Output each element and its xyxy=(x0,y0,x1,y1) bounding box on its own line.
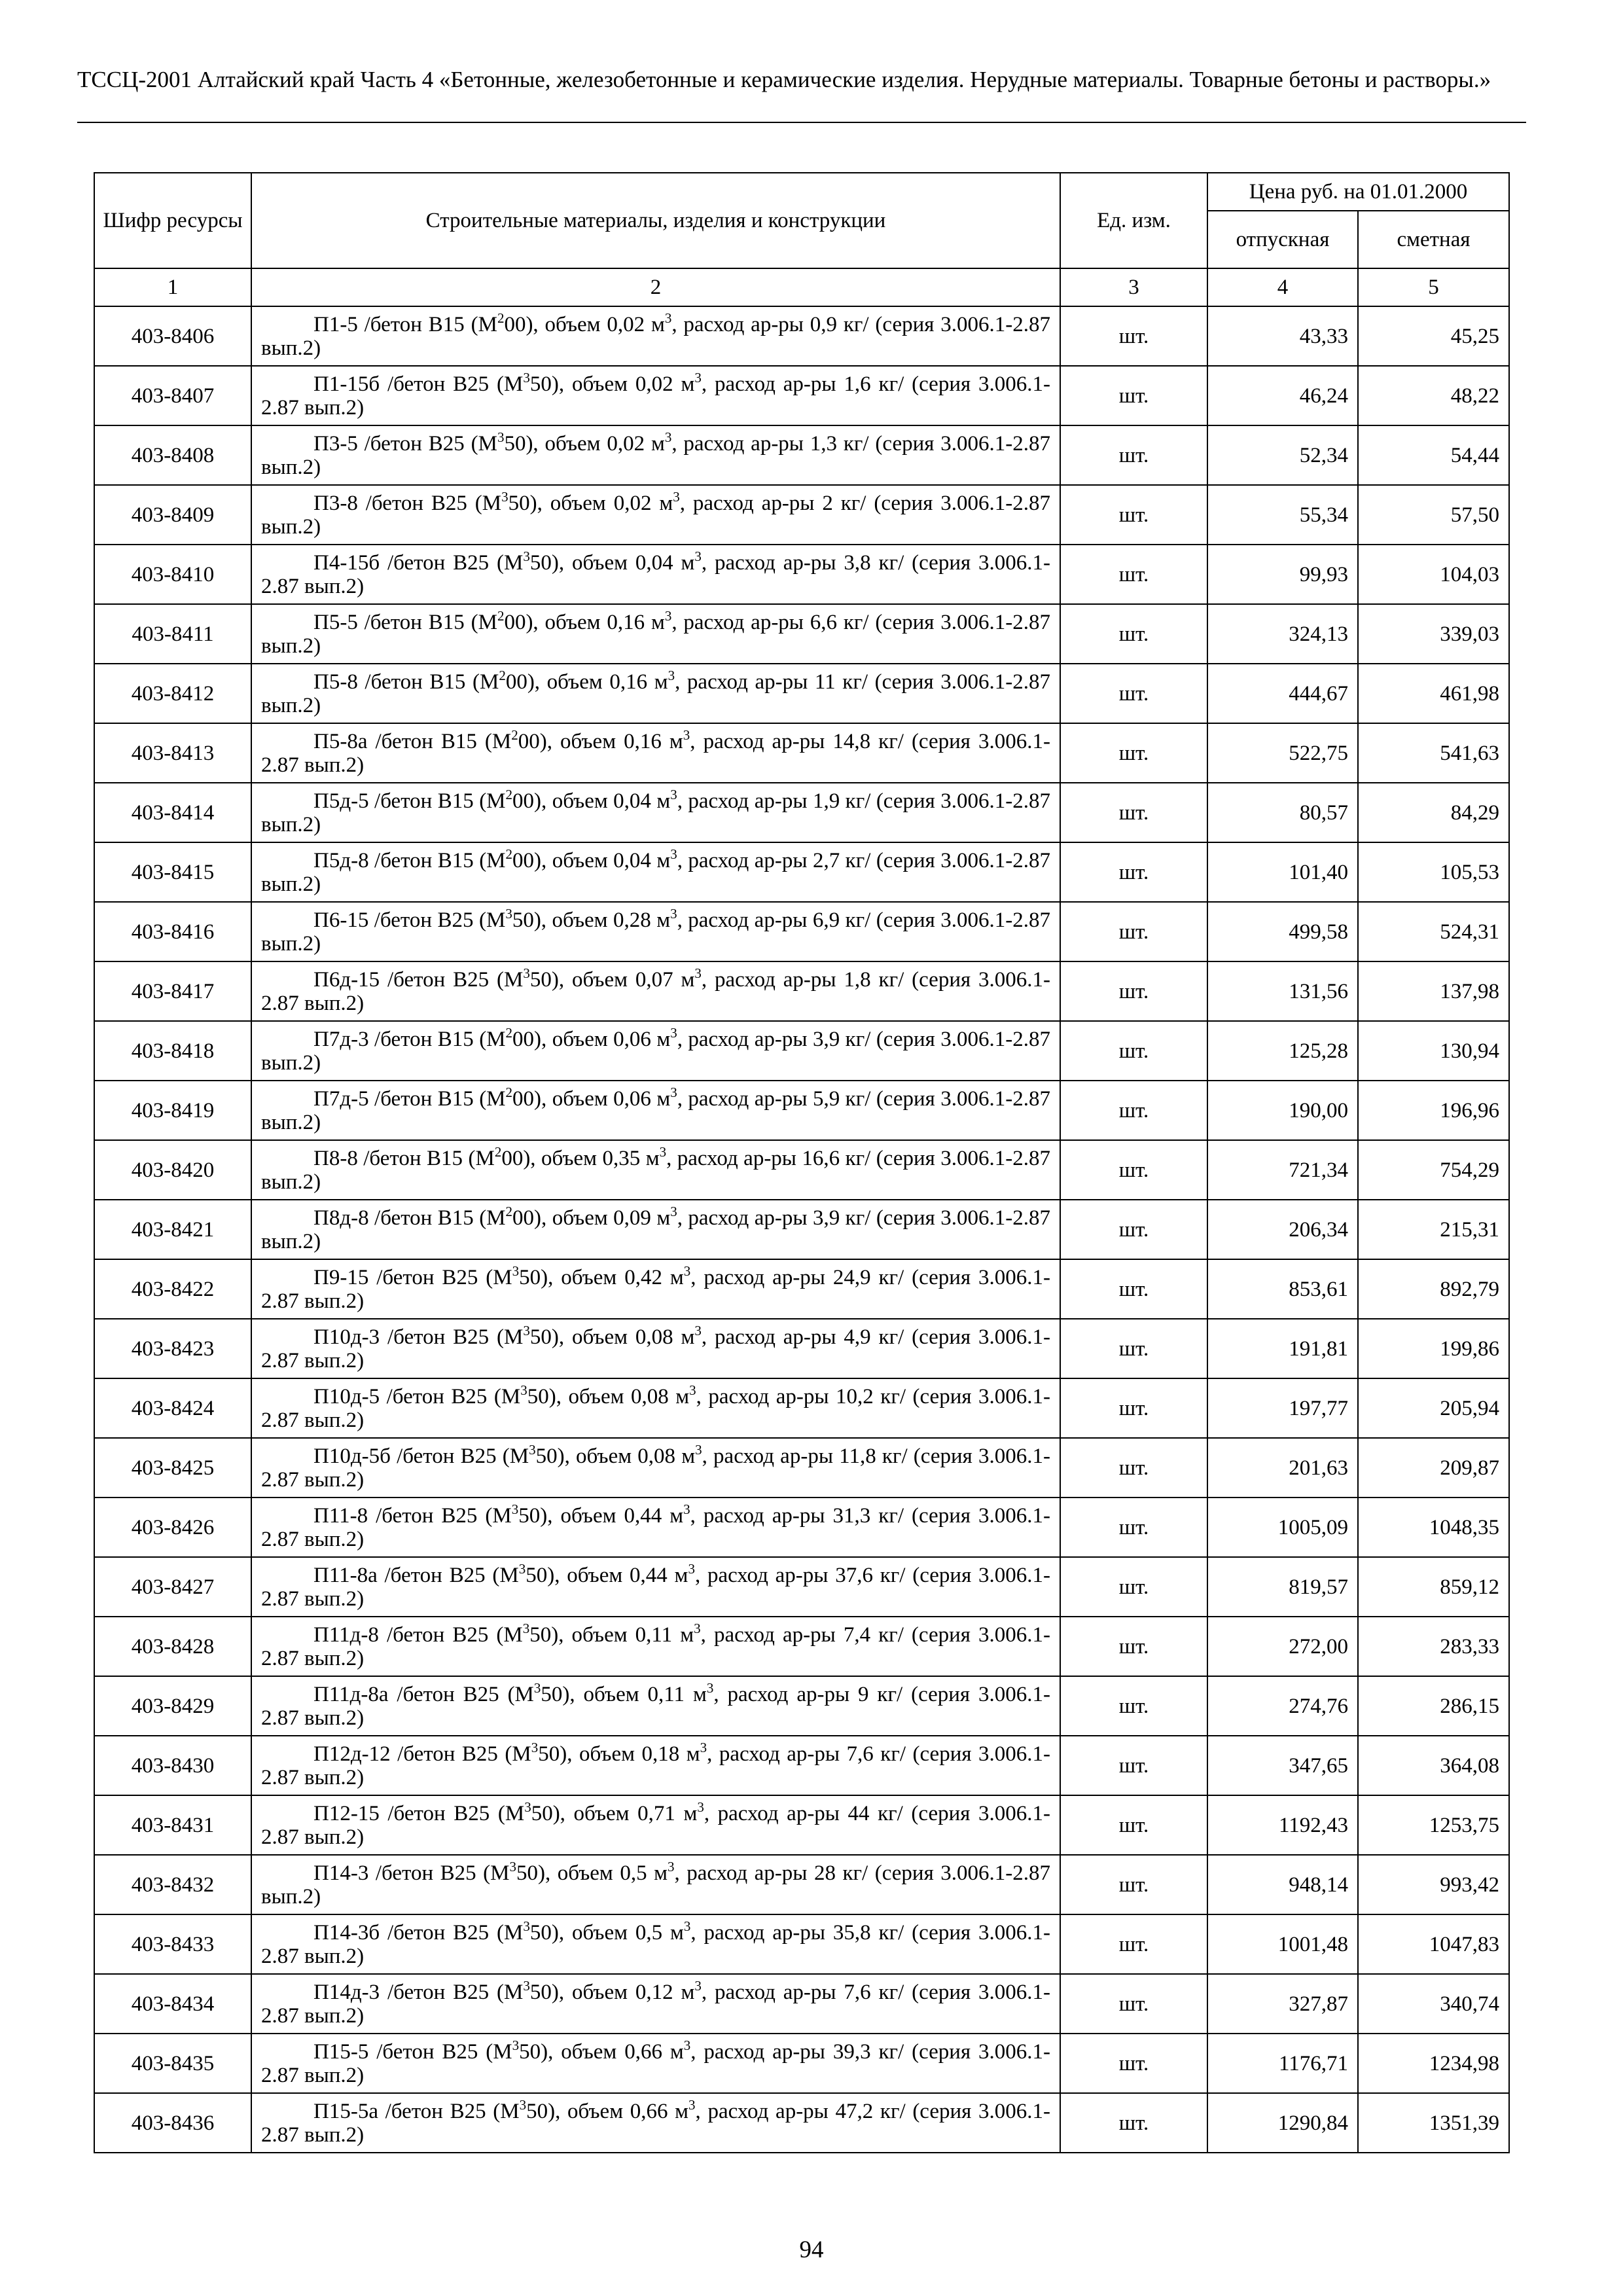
resource-code: 403-8422 xyxy=(94,1259,251,1319)
superscript: 2 xyxy=(499,667,506,683)
estimate-price: 1048,35 xyxy=(1358,1498,1509,1557)
superscript: 2 xyxy=(497,310,505,326)
superscript: 2 xyxy=(494,1143,502,1160)
table-row xyxy=(94,306,1509,366)
superscript: 3 xyxy=(697,1799,704,1815)
material-description xyxy=(251,1259,1060,1319)
unit-of-measure: шт. xyxy=(1060,1378,1207,1438)
material-description xyxy=(251,1378,1060,1438)
material-description xyxy=(251,2034,1060,2093)
release-price: 201,63 xyxy=(1207,1438,1358,1498)
superscript: 3 xyxy=(670,1024,677,1041)
table-row xyxy=(94,366,1509,425)
resource-code: 403-8432 xyxy=(94,1855,251,1914)
superscript: 3 xyxy=(522,1620,530,1636)
resource-code: 403-8430 xyxy=(94,1736,251,1795)
material-description-text: П14-3б /бетон В25 $(М^350)$, объем 0,5 $м^3$, расход ар-ры 35,8 кг/ (серия 3.006.1-2.87 вып.2) xyxy=(261,1918,1050,1968)
resource-code: 403-8420 xyxy=(94,1140,251,1200)
header-release-price: отпускная xyxy=(1207,211,1358,268)
superscript: 3 xyxy=(523,1322,530,1338)
table-row xyxy=(94,783,1509,842)
superscript: 3 xyxy=(694,1977,702,1994)
release-price: 819,57 xyxy=(1207,1557,1358,1617)
material-description-text: П4-15б /бетон В25 $(М^350)$, объем 0,04 $м^3$, расход ар-ры 3,8 кг/ (серия 3.006.1-2.87 вып.2) xyxy=(261,548,1050,598)
superscript: 3 xyxy=(509,1858,516,1874)
material-description xyxy=(251,1021,1060,1081)
unit-of-measure: шт. xyxy=(1060,1736,1207,1795)
table-row xyxy=(94,1259,1509,1319)
unit-of-measure: шт. xyxy=(1060,485,1207,545)
estimate-price: 215,31 xyxy=(1358,1200,1509,1259)
release-price: 274,76 xyxy=(1207,1676,1358,1736)
table-row xyxy=(94,1200,1509,1259)
superscript: 3 xyxy=(664,310,672,326)
release-price: 191,81 xyxy=(1207,1319,1358,1378)
table-row xyxy=(94,2093,1509,2153)
resource-code: 403-8415 xyxy=(94,842,251,902)
superscript: 3 xyxy=(683,1918,691,1934)
table-row xyxy=(94,1438,1509,1498)
running-header: ТССЦ-2001 Алтайский край Часть 4 «Бетонные, железобетонные и керамические изделия. Нерудные материалы. Товарные бетоны и растворы.» xyxy=(77,67,1491,92)
table-row xyxy=(94,485,1509,545)
material-description xyxy=(251,1795,1060,1855)
superscript: 3 xyxy=(531,1739,539,1755)
estimate-price: 205,94 xyxy=(1358,1378,1509,1438)
table-row xyxy=(94,1617,1509,1676)
superscript: 3 xyxy=(523,369,530,386)
material-description-text: П5д-8 /бетон В15 $(М^200)$, объем 0,04 $м^3$, расход ар-ры 2,7 кг/ (серия 3.006.1-2.87 вып.2) xyxy=(261,846,1050,896)
estimate-price: 340,74 xyxy=(1358,1974,1509,2034)
material-description-text: П7д-5 /бетон В15 $(М^200)$, объем 0,06 $м^3$, расход ар-ры 5,9 кг/ (серия 3.006.1-2.87 вып.2) xyxy=(261,1084,1050,1134)
table-header xyxy=(94,173,1509,306)
material-description xyxy=(251,1676,1060,1736)
page-number: 94 xyxy=(799,2236,824,2263)
header-rule xyxy=(77,122,1526,123)
material-description xyxy=(251,1200,1060,1259)
superscript: 3 xyxy=(688,1560,695,1577)
estimate-price: 1047,83 xyxy=(1358,1914,1509,1974)
unit-of-measure: шт. xyxy=(1060,1974,1207,2034)
estimate-price: 364,08 xyxy=(1358,1736,1509,1795)
table-row xyxy=(94,1498,1509,1557)
release-price: 1005,09 xyxy=(1207,1498,1358,1557)
release-price: 444,67 xyxy=(1207,664,1358,723)
estimate-price: 199,86 xyxy=(1358,1319,1509,1378)
unit-of-measure: шт. xyxy=(1060,842,1207,902)
unit-of-measure: шт. xyxy=(1060,425,1207,485)
table-row xyxy=(94,2034,1509,2093)
release-price: 324,13 xyxy=(1207,604,1358,664)
superscript: 3 xyxy=(668,667,675,683)
table-row xyxy=(94,545,1509,604)
material-description-text: П14д-3 /бетон В25 $(М^350)$, объем 0,12 $м^3$, расход ар-ры 7,6 кг/ (серия 3.006.1-2.87 вып.2) xyxy=(261,1977,1050,2028)
material-description-text: П9-15 /бетон В25 $(М^350)$, объем 0,42 $м^3$, расход ар-ры 24,9 кг/ (серия 3.006.1-2.87 вып.2) xyxy=(261,1263,1051,1313)
superscript: 3 xyxy=(670,786,677,802)
resource-code: 403-8436 xyxy=(94,2093,251,2153)
table-row xyxy=(94,723,1509,783)
column-number: 2 xyxy=(251,268,1060,306)
table-body xyxy=(94,306,1509,2153)
estimate-price: 1234,98 xyxy=(1358,2034,1509,2093)
table-row xyxy=(94,664,1509,723)
superscript: 3 xyxy=(505,905,512,922)
material-description-text: П5-8а /бетон В15 $(М^200)$, объем 0,16 $м^3$, расход ар-ры 14,8 кг/ (серия 3.006.1-2.87 вып.2) xyxy=(261,726,1050,777)
release-price: 55,34 xyxy=(1207,485,1358,545)
resource-code: 403-8409 xyxy=(94,485,251,545)
release-price: 80,57 xyxy=(1207,783,1358,842)
material-description xyxy=(251,306,1060,366)
resource-code: 403-8419 xyxy=(94,1081,251,1140)
material-description-text: П1-15б /бетон В25 $(М^350)$, объем 0,02 $м^3$, расход ар-ры 1,6 кг/ (серия 3.006.1-2.87 вып.2) xyxy=(261,369,1050,420)
superscript: 3 xyxy=(512,2037,520,2053)
material-description-text: П10д-5 /бетон В25 $(М^350)$, объем 0,08 $м^3$, расход ар-ры 10,2 кг/ (серия 3.006.1-2.87 вып.2) xyxy=(261,1382,1050,1432)
release-price: 522,75 xyxy=(1207,723,1358,783)
superscript: 2 xyxy=(505,1084,513,1100)
material-description-text: П15-5а /бетон В25 $(М^350)$, объем 0,66 $м^3$, расход ар-ры 47,2 кг/ (серия 3.006.1-2.87 вып.2) xyxy=(261,2096,1050,2147)
release-price: 131,56 xyxy=(1207,961,1358,1021)
resource-code: 403-8410 xyxy=(94,545,251,604)
estimate-price: 339,03 xyxy=(1358,604,1509,664)
material-description xyxy=(251,902,1060,961)
unit-of-measure: шт. xyxy=(1060,723,1207,783)
material-description xyxy=(251,783,1060,842)
estimate-price: 54,44 xyxy=(1358,425,1509,485)
release-price: 206,34 xyxy=(1207,1200,1358,1259)
material-description xyxy=(251,1319,1060,1378)
resource-code: 403-8428 xyxy=(94,1617,251,1676)
material-description-text: П11д-8 /бетон В25 $(М^350)$, объем 0,11 $м^3$, расход ар-ры 7,4 кг/ (серия 3.006.1-2.87 вып.2) xyxy=(261,1620,1051,1670)
material-description-text: П11-8а /бетон В25 $(М^350)$, объем 0,44 $м^3$, расход ар-ры 37,6 кг/ (серия 3.006.1-2.87 вып.2) xyxy=(261,1560,1051,1611)
resource-code: 403-8433 xyxy=(94,1914,251,1974)
table-row xyxy=(94,1795,1509,1855)
material-description-text: П14-3 /бетон В25 $(М^350)$, объем 0,5 $м^3$, расход ар-ры 28 кг/ (серия 3.006.1-2.87 вып.2) xyxy=(261,1858,1051,1909)
unit-of-measure: шт. xyxy=(1060,1200,1207,1259)
material-description xyxy=(251,545,1060,604)
material-description xyxy=(251,1081,1060,1140)
table-row xyxy=(94,1855,1509,1914)
superscript: 3 xyxy=(664,429,672,445)
release-price: 1001,48 xyxy=(1207,1914,1358,1974)
release-price: 347,65 xyxy=(1207,1736,1358,1795)
material-description xyxy=(251,1140,1060,1200)
material-description-text: П11д-8а /бетон В25 $(М^350)$, объем 0,11 $м^3$, расход ар-ры 9 кг/ (серия 3.006.1-2.87 вып.2) xyxy=(261,1679,1050,1730)
unit-of-measure: шт. xyxy=(1060,1676,1207,1736)
resource-code: 403-8412 xyxy=(94,664,251,723)
material-description xyxy=(251,1557,1060,1617)
material-description-text: П7д-3 /бетон В15 $(М^200)$, объем 0,06 $м^3$, расход ар-ры 3,9 кг/ (серия 3.006.1-2.87 вып.2) xyxy=(261,1024,1050,1075)
table-row xyxy=(94,1557,1509,1617)
material-description-text: П5-8 /бетон В15 $(М^200)$, объем 0,16 $м^3$, расход ар-ры 11 кг/ (серия 3.006.1-2.87 вып.2) xyxy=(261,667,1051,717)
column-number-row xyxy=(94,268,1509,306)
superscript: 3 xyxy=(673,488,680,505)
estimate-price: 541,63 xyxy=(1358,723,1509,783)
estimate-price: 1351,39 xyxy=(1358,2093,1509,2153)
resource-code: 403-8429 xyxy=(94,1676,251,1736)
material-description xyxy=(251,485,1060,545)
unit-of-measure: шт. xyxy=(1060,1081,1207,1140)
estimate-price: 524,31 xyxy=(1358,902,1509,961)
column-number: 5 xyxy=(1358,268,1509,306)
superscript: 3 xyxy=(524,1799,531,1815)
superscript: 3 xyxy=(694,548,702,564)
release-price: 853,61 xyxy=(1207,1259,1358,1319)
superscript: 3 xyxy=(694,965,702,981)
resource-code: 403-8425 xyxy=(94,1438,251,1498)
release-price: 99,93 xyxy=(1207,545,1358,604)
release-price: 272,00 xyxy=(1207,1617,1358,1676)
table-row xyxy=(94,1021,1509,1081)
material-description-text: П3-8 /бетон В25 $(М^350)$, объем 0,02 $м^3$, расход ар-ры 2 кг/ (серия 3.006.1-2.87 вып.2) xyxy=(261,488,1051,539)
superscript: 3 xyxy=(670,1203,677,1219)
superscript: 2 xyxy=(497,607,505,624)
material-description-text: П12-15 /бетон В25 $(М^350)$, объем 0,71 $м^3$, расход ар-ры 44 кг/ (серия 3.006.1-2.87 вып.2) xyxy=(261,1799,1051,1849)
resource-code: 403-8417 xyxy=(94,961,251,1021)
table-row xyxy=(94,425,1509,485)
superscript: 3 xyxy=(659,1143,667,1160)
header-price-group: Цена руб. на 01.01.2000 xyxy=(1207,173,1509,211)
estimate-price: 209,87 xyxy=(1358,1438,1509,1498)
resource-code: 403-8411 xyxy=(94,604,251,664)
superscript: 3 xyxy=(523,1918,530,1934)
superscript: 3 xyxy=(694,369,702,386)
superscript: 3 xyxy=(512,1263,520,1279)
material-description-text: П11-8 /бетон В25 $(М^350)$, объем 0,44 $м^3$, расход ар-ры 31,3 кг/ (серия 3.006.1-2.87 вып.2) xyxy=(261,1501,1051,1551)
estimate-price: 286,15 xyxy=(1358,1676,1509,1736)
estimate-price: 993,42 xyxy=(1358,1855,1509,1914)
resource-code: 403-8413 xyxy=(94,723,251,783)
superscript: 3 xyxy=(523,548,530,564)
release-price: 327,87 xyxy=(1207,1974,1358,2034)
material-description xyxy=(251,1498,1060,1557)
superscript: 3 xyxy=(683,2037,691,2053)
resource-code: 403-8427 xyxy=(94,1557,251,1617)
material-description xyxy=(251,2093,1060,2153)
material-description xyxy=(251,664,1060,723)
resource-code: 403-8423 xyxy=(94,1319,251,1378)
superscript: 3 xyxy=(694,1620,701,1636)
estimate-price: 104,03 xyxy=(1358,545,1509,604)
estimate-price: 137,98 xyxy=(1358,961,1509,1021)
table-row xyxy=(94,1914,1509,1974)
table-row xyxy=(94,1081,1509,1140)
column-number: 4 xyxy=(1207,268,1358,306)
material-description-text: П10д-5б /бетон В25 $(М^350)$, объем 0,08 $м^3$, расход ар-ры 11,8 кг/ (серия 3.006.1-2.87 вып.2) xyxy=(261,1441,1051,1492)
table-row xyxy=(94,1974,1509,2034)
unit-of-measure: шт. xyxy=(1060,961,1207,1021)
superscript: 3 xyxy=(520,1382,527,1398)
superscript: 3 xyxy=(670,905,677,922)
header-unit: Ед. изм. xyxy=(1060,173,1207,268)
release-price: 948,14 xyxy=(1207,1855,1358,1914)
material-description-text: П12д-12 /бетон В25 $(М^350)$, объем 0,18 $м^3$, расход ар-ры 7,6 кг/ (серия 3.006.1-2.87 вып.2) xyxy=(261,1739,1050,1789)
estimate-price: 754,29 xyxy=(1358,1140,1509,1200)
release-price: 197,77 xyxy=(1207,1378,1358,1438)
unit-of-measure: шт. xyxy=(1060,783,1207,842)
unit-of-measure: шт. xyxy=(1060,664,1207,723)
resource-code: 403-8407 xyxy=(94,366,251,425)
superscript: 3 xyxy=(511,1501,519,1517)
material-description xyxy=(251,961,1060,1021)
superscript: 2 xyxy=(505,786,513,802)
superscript: 3 xyxy=(529,1441,536,1458)
header-estimate-price: сметная xyxy=(1358,211,1509,268)
table-row xyxy=(94,1736,1509,1795)
material-description xyxy=(251,425,1060,485)
superscript: 3 xyxy=(706,1679,714,1696)
superscript: 2 xyxy=(511,726,518,743)
material-description-text: П8д-8 /бетон В15 $(М^200)$, объем 0,09 $м^3$, расход ар-ры 3,9 кг/ (серия 3.006.1-2.87 вып.2) xyxy=(261,1203,1050,1253)
unit-of-measure: шт. xyxy=(1060,1438,1207,1498)
resource-code: 403-8431 xyxy=(94,1795,251,1855)
superscript: 3 xyxy=(683,1501,690,1517)
header-code: Шифр ресурсы xyxy=(94,173,251,268)
estimate-price: 84,29 xyxy=(1358,783,1509,842)
material-description xyxy=(251,1914,1060,1974)
superscript: 3 xyxy=(523,965,530,981)
material-description-text: П6д-15 /бетон В25 $(М^350)$, объем 0,07 $м^3$, расход ар-ры 1,8 кг/ (серия 3.006.1-2.87 вып.2) xyxy=(261,965,1050,1015)
superscript: 3 xyxy=(700,1739,707,1755)
material-description-text: П1-5 /бетон В15 $(М^200)$, объем 0,02 $м^3$, расход ар-ры 0,9 кг/ (серия 3.006.1-2.87 вып.2) xyxy=(261,310,1051,360)
header-name: Строительные материалы, изделия и конструкции xyxy=(251,173,1060,268)
price-table xyxy=(94,172,1510,2153)
material-description xyxy=(251,604,1060,664)
material-description-text: П3-5 /бетон В25 $(М^350)$, объем 0,02 $м^3$, расход ар-ры 1,3 кг/ (серия 3.006.1-2.87 вып.2) xyxy=(261,429,1051,479)
estimate-price: 196,96 xyxy=(1358,1081,1509,1140)
superscript: 3 xyxy=(501,488,508,505)
estimate-price: 45,25 xyxy=(1358,306,1509,366)
resource-code: 403-8421 xyxy=(94,1200,251,1259)
unit-of-measure: шт. xyxy=(1060,1319,1207,1378)
release-price: 101,40 xyxy=(1207,842,1358,902)
table-row xyxy=(94,604,1509,664)
material-description-text: П15-5 /бетон В25 $(М^350)$, объем 0,66 $м^3$, расход ар-ры 39,3 кг/ (серия 3.006.1-2.87 вып.2) xyxy=(261,2037,1051,2087)
table-row xyxy=(94,902,1509,961)
material-description xyxy=(251,723,1060,783)
unit-of-measure: шт. xyxy=(1060,902,1207,961)
superscript: 3 xyxy=(667,1858,675,1874)
resource-code: 403-8426 xyxy=(94,1498,251,1557)
material-description xyxy=(251,842,1060,902)
superscript: 3 xyxy=(533,1679,541,1696)
unit-of-measure: шт. xyxy=(1060,1021,1207,1081)
estimate-price: 48,22 xyxy=(1358,366,1509,425)
release-price: 46,24 xyxy=(1207,366,1358,425)
superscript: 3 xyxy=(518,1560,526,1577)
table-row xyxy=(94,1140,1509,1200)
superscript: 3 xyxy=(683,1263,691,1279)
unit-of-measure: шт. xyxy=(1060,306,1207,366)
unit-of-measure: шт. xyxy=(1060,1498,1207,1557)
material-description xyxy=(251,1438,1060,1498)
material-description-text: П8-8 /бетон В15 $(М^200)$, объем 0,35 $м^3$, расход ар-ры 16,6 кг/ (серия 3.006.1-2.87 вып.2) xyxy=(261,1143,1051,1194)
material-description-text: П5-5 /бетон В15 $(М^200)$, объем 0,16 $м^3$, расход ар-ры 6,6 кг/ (серия 3.006.1-2.87 вып.2) xyxy=(261,607,1051,658)
estimate-price: 461,98 xyxy=(1358,664,1509,723)
unit-of-measure: шт. xyxy=(1060,1855,1207,1914)
estimate-price: 105,53 xyxy=(1358,842,1509,902)
unit-of-measure: шт. xyxy=(1060,1617,1207,1676)
superscript: 2 xyxy=(505,1203,513,1219)
resource-code: 403-8416 xyxy=(94,902,251,961)
superscript: 3 xyxy=(664,607,672,624)
unit-of-measure: шт. xyxy=(1060,2034,1207,2093)
resource-code: 403-8408 xyxy=(94,425,251,485)
material-description xyxy=(251,366,1060,425)
release-price: 1176,71 xyxy=(1207,2034,1358,2093)
resource-code: 403-8414 xyxy=(94,783,251,842)
unit-of-measure: шт. xyxy=(1060,1914,1207,1974)
estimate-price: 57,50 xyxy=(1358,485,1509,545)
resource-code: 403-8418 xyxy=(94,1021,251,1081)
material-description xyxy=(251,1736,1060,1795)
resource-code: 403-8435 xyxy=(94,2034,251,2093)
table-row xyxy=(94,1319,1509,1378)
release-price: 1192,43 xyxy=(1207,1795,1358,1855)
release-price: 499,58 xyxy=(1207,902,1358,961)
superscript: 3 xyxy=(695,1441,702,1458)
material-description-text: П5д-5 /бетон В15 $(М^200)$, объем 0,04 $м^3$, расход ар-ры 1,9 кг/ (серия 3.006.1-2.87 вып.2) xyxy=(261,786,1050,836)
unit-of-measure: шт. xyxy=(1060,2093,1207,2153)
unit-of-measure: шт. xyxy=(1060,1557,1207,1617)
unit-of-measure: шт. xyxy=(1060,1140,1207,1200)
superscript: 3 xyxy=(519,2096,527,2113)
resource-code: 403-8424 xyxy=(94,1378,251,1438)
release-price: 52,34 xyxy=(1207,425,1358,485)
unit-of-measure: шт. xyxy=(1060,604,1207,664)
material-description xyxy=(251,1974,1060,2034)
superscript: 3 xyxy=(683,726,690,743)
superscript: 3 xyxy=(670,846,677,862)
table-row xyxy=(94,1676,1509,1736)
release-price: 125,28 xyxy=(1207,1021,1358,1081)
unit-of-measure: шт. xyxy=(1060,1795,1207,1855)
estimate-price: 859,12 xyxy=(1358,1557,1509,1617)
superscript: 2 xyxy=(505,846,513,862)
material-description xyxy=(251,1855,1060,1914)
release-price: 1290,84 xyxy=(1207,2093,1358,2153)
estimate-price: 1253,75 xyxy=(1358,1795,1509,1855)
superscript: 3 xyxy=(689,1382,696,1398)
estimate-price: 283,33 xyxy=(1358,1617,1509,1676)
resource-code: 403-8434 xyxy=(94,1974,251,2034)
release-price: 43,33 xyxy=(1207,306,1358,366)
release-price: 190,00 xyxy=(1207,1081,1358,1140)
table-row xyxy=(94,961,1509,1021)
unit-of-measure: шт. xyxy=(1060,1259,1207,1319)
superscript: 3 xyxy=(523,1977,530,1994)
table-row xyxy=(94,842,1509,902)
column-number: 1 xyxy=(94,268,251,306)
unit-of-measure: шт. xyxy=(1060,366,1207,425)
unit-of-measure: шт. xyxy=(1060,545,1207,604)
column-number: 3 xyxy=(1060,268,1207,306)
estimate-price: 130,94 xyxy=(1358,1021,1509,1081)
superscript: 3 xyxy=(497,429,505,445)
superscript: 3 xyxy=(694,1322,702,1338)
estimate-price: 892,79 xyxy=(1358,1259,1509,1319)
table-row xyxy=(94,1378,1509,1438)
superscript: 2 xyxy=(505,1024,513,1041)
material-description xyxy=(251,1617,1060,1676)
release-price: 721,34 xyxy=(1207,1140,1358,1200)
material-description-text: П6-15 /бетон В25 $(М^350)$, объем 0,28 $м^3$, расход ар-ры 6,9 кг/ (серия 3.006.1-2.87 вып.2) xyxy=(261,905,1051,956)
material-description-text: П10д-3 /бетон В25 $(М^350)$, объем 0,08 $м^3$, расход ар-ры 4,9 кг/ (серия 3.006.1-2.87 вып.2) xyxy=(261,1322,1050,1372)
resource-code: 403-8406 xyxy=(94,306,251,366)
superscript: 3 xyxy=(688,2096,696,2113)
superscript: 3 xyxy=(670,1084,677,1100)
